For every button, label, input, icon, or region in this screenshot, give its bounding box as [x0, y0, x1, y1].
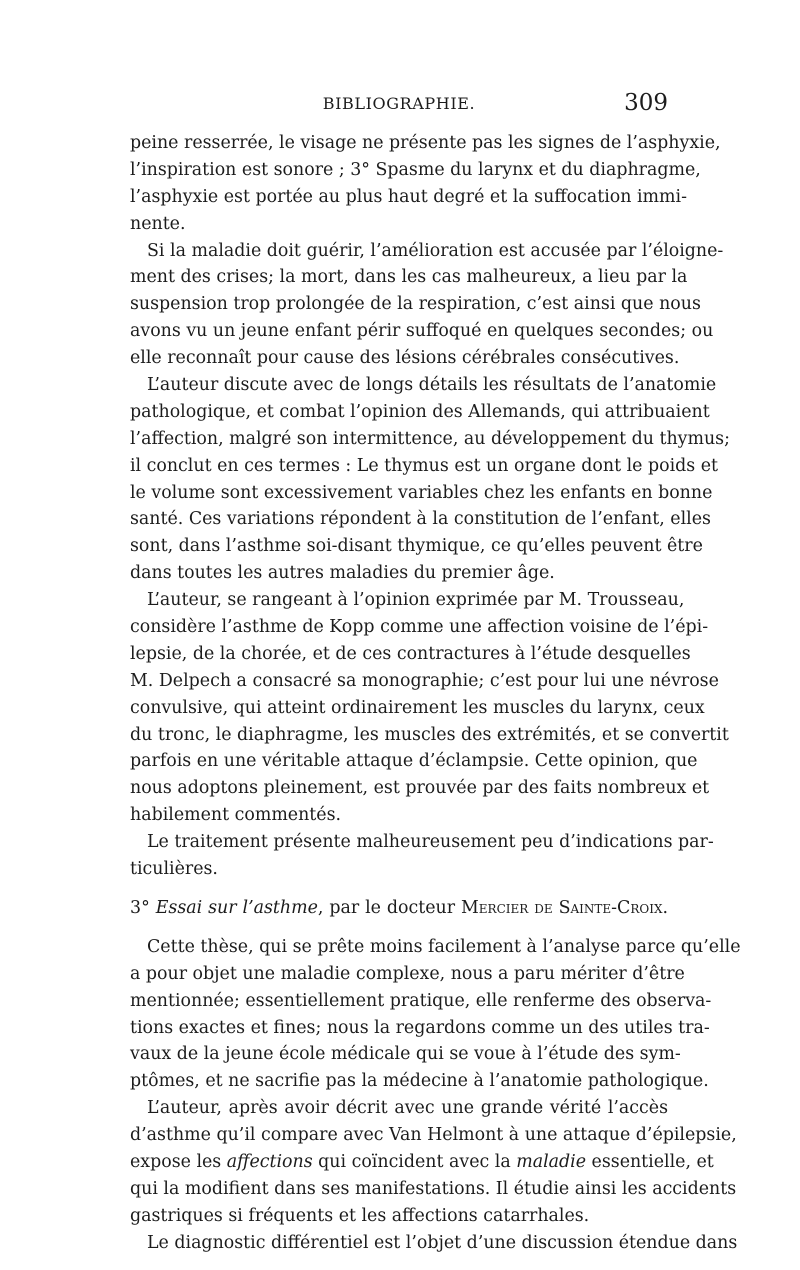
- text-line: L’auteur, se rangeant à l’opinion exprimée par M. Trousseau,: [147, 590, 685, 611]
- body-text: [130, 130, 741, 1257]
- text-line: considère l’asthme de Kopp comme une affection voisine de l’épi-: [130, 617, 709, 638]
- text-line: habilement commentés.: [130, 805, 342, 826]
- text-line: nente.: [130, 213, 186, 234]
- text-line: suspension trop prolongée de la respiration, c’est ainsi que nous: [130, 294, 701, 315]
- text-line: vaux de la jeune école médicale qui se voue à l’étude des sym-: [130, 1044, 681, 1065]
- text-line: M. Delpech a consacré sa monographie; c’est pour lui une névrose: [130, 670, 719, 691]
- italic-term: maladie: [516, 1151, 587, 1172]
- text-line: l’asphyxie est portée au plus haut degré et la suffocation immi-: [130, 186, 687, 207]
- text-line: dans toutes les autres maladies du premier âge.: [130, 563, 555, 584]
- text-line: pathologique, et combat l’opinion des Allemands, qui attribuaient: [130, 401, 710, 422]
- text-line: [130, 1149, 714, 1176]
- text-line: elle reconnaît pour cause des lésions cérébrales consécutives.: [130, 348, 680, 369]
- text-line: du tronc, le diaphragme, les muscles des extrémités, et se convertit: [130, 724, 729, 745]
- text-line: l’inspiration est sonore ; 3° Spasme du larynx et du diaphragme,: [130, 159, 701, 180]
- text-line: L’auteur, après avoir décrit avec une grande vérité l’accès: [147, 1098, 668, 1119]
- text-run: essentielle, et: [591, 1151, 714, 1172]
- text-line: Le diagnostic différentiel est l’objet d’une discussion étendue dans: [147, 1232, 738, 1253]
- section-spacer: [130, 922, 668, 934]
- paragraph: [130, 934, 741, 1095]
- text-line: d’asthme qu’il compare avec Van Helmont à une attaque d’épilepsie,: [130, 1125, 737, 1146]
- text-line: ment des crises; la mort, dans les cas malheureux, a lieu par la: [130, 267, 688, 288]
- italic-term: affections: [226, 1151, 313, 1172]
- text-line: Cette thèse, qui se prête moins facilement à l’analyse parce qu’elle: [147, 936, 741, 957]
- paragraph: [130, 372, 730, 587]
- text-line: tions exactes et fines; nous la regardons comme un des utiles tra-: [130, 1017, 710, 1038]
- running-title: BIBLIOGRAPHIE.: [322, 94, 476, 113]
- section-author: Mercier de Sainte-Croix.: [460, 897, 669, 918]
- text-line: Le traitement présente malheureusement peu d’indications par-: [147, 832, 714, 853]
- section-number: 3°: [130, 897, 150, 918]
- text-line: lepsie, de la chorée, et de ces contractures à l’étude desquelles: [130, 643, 691, 664]
- text-line: Si la maladie doit guérir, l’amélioration est accusée par l’éloigne-: [147, 240, 724, 261]
- text-line: avons vu un jeune enfant périr suffoqué en quelques secondes; ou: [130, 321, 714, 342]
- text-line: nous adoptons pleinement, est prouvée par des faits nombreux et: [130, 778, 710, 799]
- text-line: santé. Ces variations répondent à la constitution de l’enfant, elles: [130, 509, 711, 530]
- text-line: gastriques si fréquents et les affections catarrhales.: [130, 1205, 590, 1226]
- text-line: ticulières.: [130, 859, 218, 880]
- text-line: qui la modifient dans ses manifestations. Il étudie ainsi les accidents: [130, 1178, 737, 1199]
- paragraph: [130, 829, 714, 883]
- text-line: parfois en une véritable attaque d’éclampsie. Cette opinion, que: [130, 751, 698, 772]
- text-run: expose les: [130, 1151, 222, 1172]
- section-heading: [130, 895, 668, 922]
- text-line: a pour objet une maladie complexe, nous a paru mériter d’être: [130, 963, 685, 984]
- paragraph: [130, 238, 724, 372]
- paragraph: [130, 587, 729, 829]
- text-line: convulsive, qui atteint ordinairement les muscles du larynx, ceux: [130, 697, 705, 718]
- text-line: peine resserrée, le visage ne présente pas les signes de l’asphyxie,: [130, 133, 721, 153]
- paragraph: [130, 130, 721, 238]
- text-line: l’affection, malgré son intermittence, au développement du thymus;: [130, 428, 730, 449]
- paragraph: [130, 1230, 738, 1257]
- section-heading-middle: , par le docteur: [317, 897, 456, 918]
- running-head: [130, 92, 668, 120]
- text-line: le volume sont excessivement variables chez les enfants en bonne: [130, 482, 713, 503]
- text-line: il conclut en ces termes : Le thymus est un organe dont le poids et: [130, 455, 719, 476]
- text-line: ptômes, et ne sacrifie pas la médecine à l’anatomie pathologique.: [130, 1071, 709, 1092]
- text-line: mentionnée; essentiellement pratique, elle renferme des observa-: [130, 990, 712, 1011]
- section-spacer: [130, 883, 668, 895]
- section-title: Essai sur l’asthme: [155, 897, 318, 918]
- text-line: L’auteur discute avec de longs détails les résultats de l’anatomie: [147, 375, 717, 396]
- text-line: sont, dans l’asthme soi-disant thymique, ce qu’elles peuvent être: [130, 536, 703, 557]
- paragraph: [130, 1095, 737, 1229]
- text-run: qui coïncident avec la: [318, 1151, 511, 1172]
- page-number: 309: [624, 90, 668, 116]
